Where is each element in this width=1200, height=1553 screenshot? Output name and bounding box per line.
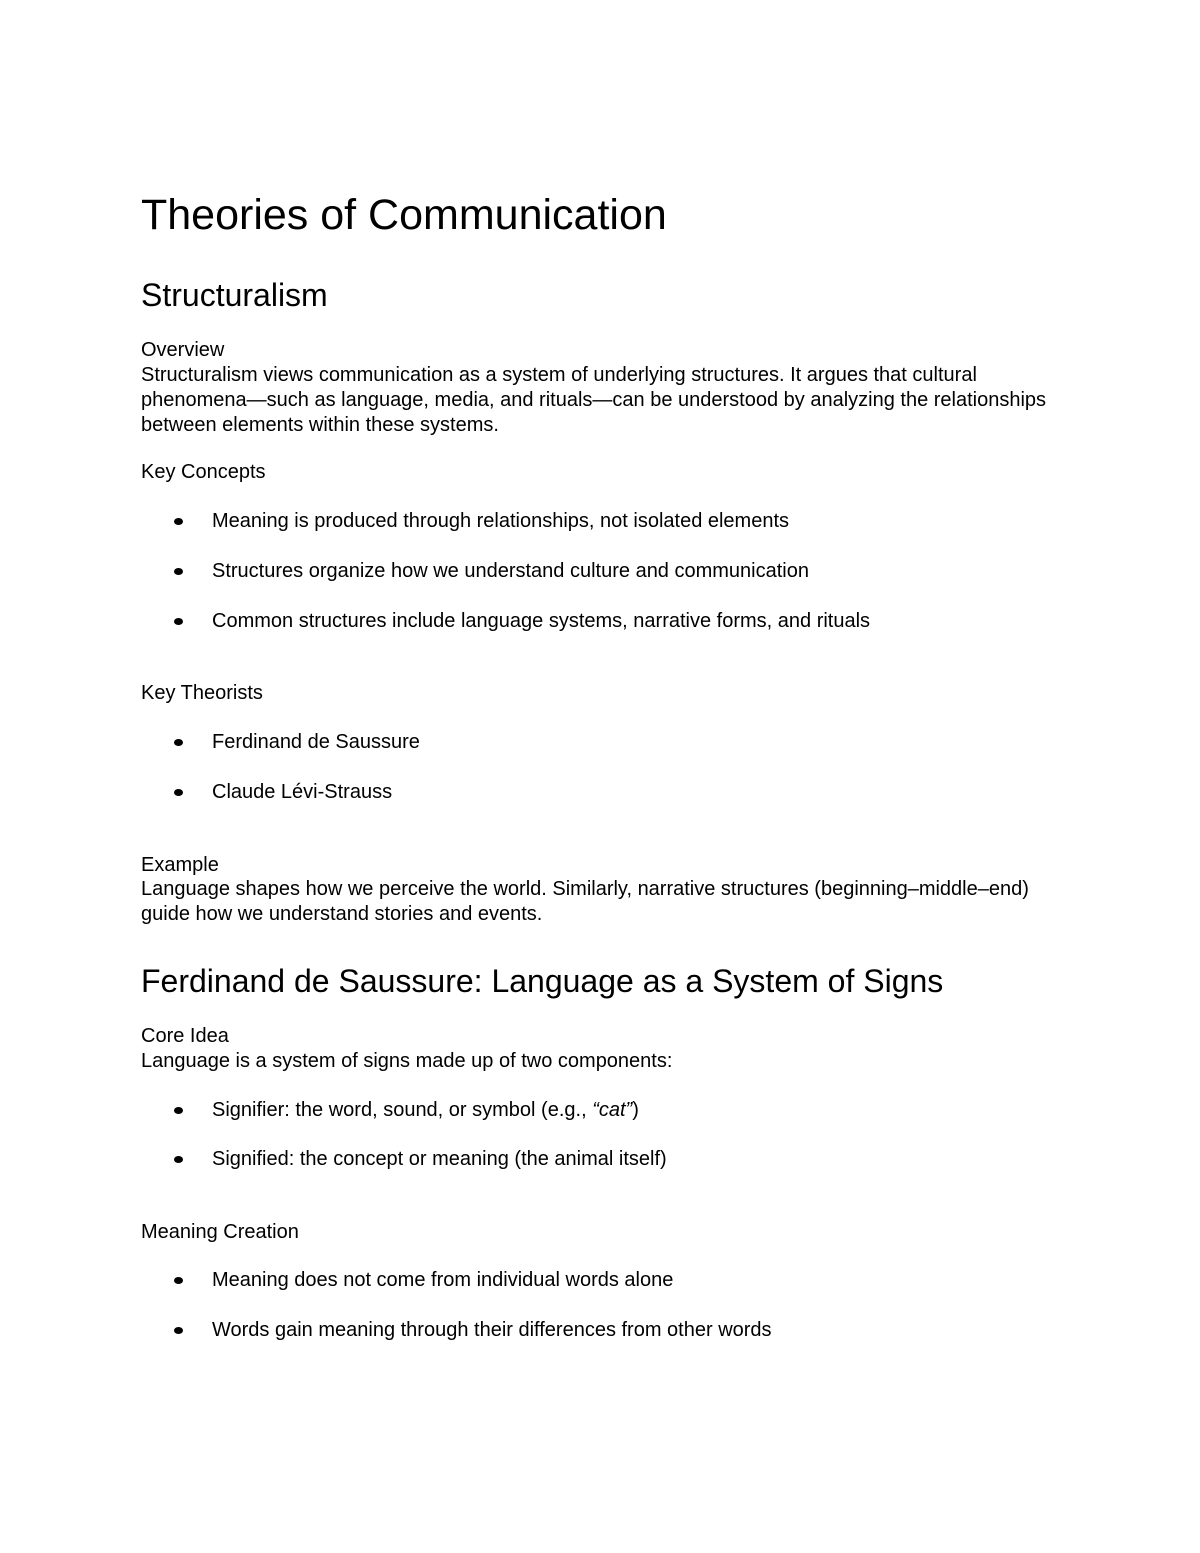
bullet-icon	[174, 618, 183, 625]
signifier-example: “cat”	[592, 1099, 633, 1121]
bullet-icon	[174, 739, 183, 746]
list-item-text: Words gain meaning through their differences from other words	[212, 1319, 772, 1341]
list-item-text: Claude Lévi-Strauss	[212, 781, 393, 803]
bullet-icon	[174, 568, 183, 575]
document-title: Theories of Communication	[141, 191, 667, 239]
example-text: Language shapes how we perceive the world. Similarly, narrative structures (beginning–middle–end) guide how we understand stories and events.	[141, 878, 1029, 925]
section-heading-structuralism: Structuralism	[141, 277, 328, 313]
list-item-text	[212, 1098, 639, 1122]
bullet-icon	[174, 1327, 183, 1334]
list-item-text: Common structures include language systems, narrative forms, and rituals	[212, 610, 871, 632]
overview-text: Structuralism views communication as a system of underlying structures. It argues that cultural phenomena—such as language, media, and rituals—can be understood by analyzing the relationships between elements within these systems.	[141, 364, 1047, 436]
meaning-creation-label: Meaning Creation	[141, 1221, 299, 1243]
core-idea-label: Core Idea	[141, 1025, 229, 1047]
signifier-close: )	[632, 1099, 639, 1121]
core-idea-text: Language is a system of signs made up of two components:	[141, 1050, 673, 1072]
key-concepts-label: Key Concepts	[141, 461, 266, 483]
bullet-icon	[174, 1107, 183, 1114]
list-item-text: Meaning does not come from individual words alone	[212, 1269, 674, 1291]
bullet-icon	[174, 789, 183, 796]
section-heading-saussure: Ferdinand de Saussure: Language as a System of Signs	[141, 963, 944, 999]
list-item-text: Ferdinand de Saussure	[212, 731, 420, 753]
list-item-text: Meaning is produced through relationships, not isolated elements	[212, 510, 790, 532]
signifier-text: Signifier: the word, sound, or symbol (e.g.,	[212, 1099, 593, 1121]
example-label: Example	[141, 854, 219, 876]
list-item-text: Signified: the concept or meaning (the animal itself)	[212, 1148, 667, 1170]
bullet-icon	[174, 1277, 183, 1284]
bullet-icon	[174, 1156, 183, 1163]
list-item-text: Structures organize how we understand culture and communication	[212, 560, 809, 582]
key-theorists-label: Key Theorists	[141, 682, 263, 704]
bullet-icon	[174, 518, 183, 525]
overview-label: Overview	[141, 339, 225, 361]
